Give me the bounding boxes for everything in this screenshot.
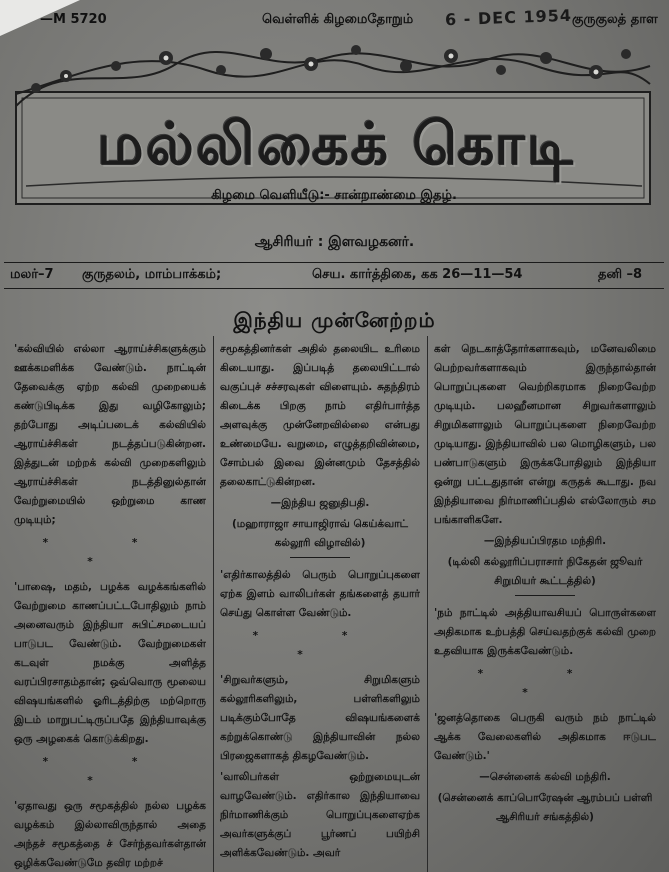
newspaper-title: மல்லிகைக் கொடி [97, 110, 575, 178]
separator-stars: * * * [42, 756, 178, 787]
location-label: குருதலம், மாம்பாக்கம்; [82, 267, 222, 282]
paragraph: சமூகத்தினர்கள் அதில் தலையிட உரிமை கிடையாது. இப்படித் தலையிட்டால் வகுப்புச் சச்சரவுகள் விளையும். சுதந்திரம் கிடைக்க பிறகு நாம் எதிர்பார்த்த அளவுக்கு முன்னேறவில்லை என்பது உண்மையே. வறுமை, எழுத்தறிவின்மை, சோம்பல் இவை இன்னமும் தேசத்தில் தலைகாட்டுகின்றன. [220, 343, 420, 488]
rule-top [4, 262, 664, 263]
attribution-venue: (டில்லி கல்லூரிப்பராசார் நிகேதன் ஜூவர் சிறுமியர் கூட்டத்தில்) [447, 556, 643, 587]
paragraph: 'பாஷை, மதம், பழக்க வழக்கங்களில் வேற்றுமை காணப்பட்டபோதிலும் நாம் அனைவரும் இந்தியா சுபிட்சமடையப் பாடுபட வேண்டும். வேற்றுமைகள் கடவுள் நமக்கு அளித்த வரப்பிரசாதம்தான்; ஒவ்வொரு மூலைய விஷயங்களில் ஓரிடத்திற்கு மற்றொரு இடம் மாறுபட்டிருப்பதே இந்தியாவுக்கு ஒரு அழகைக் கொடுக்கிறது. [14, 581, 206, 745]
article-headline: இந்திய முன்னேற்றம் [233, 308, 436, 332]
weekday-label: வெள்ளிக் கிழமைதோறும் [262, 12, 414, 27]
attribution-venue: (சென்னைக் காப்பொரேஷன் ஆரம்பப் பள்ளி ஆசிரியர் சங்கத்தில்) [437, 792, 653, 823]
paragraph: 'ஏதாவது ஒரு சமூகத்தில் நல்ல பழக்க வழக்கம் இல்லாவிருந்தால் அதை அந்தச் சமூகத்தை ச் சேர்ந்தவர்கள்தான் ஒழிக்கவேண்டுமே தவிர மற்றச் [14, 800, 206, 869]
paragraph: கள் நெடகாத்தோர்களாகவும், மனேவலிமை பெற்றவர்களாகவும் இருந்தால்தான் பொறுப்புகளை வெற்றிகரமாக நிறைவேற்ற முடியும். பலஹீனமான சிறுவர்களாலும் சிறுமிகளாலும் பொறுப்புகளை நிறைவேற்ற முடியாது. இந்தியாவில் பல மொழிகளும், பல பண்பாடுகளும் இருக்கபோதிலும் இந்தியா ஒன்று பட்டதுதான் என்று கருதக் கூடாது. நவ இந்தியாவை நிர்மாணிப்பதில் எல்லோரும் சம பங்காளிகளே. [434, 343, 656, 526]
column-divider [213, 336, 214, 872]
issue-bar [0, 264, 669, 286]
short-divider [515, 595, 575, 596]
article-column-1 [14, 340, 206, 872]
date-stamp: 6 - DEC 1954 [444, 5, 573, 30]
paragraph: 'வாலிபர்கள் ஒற்றுமையுடன் வாழவேண்டும். எதிர்கால இந்தியாவை நிர்மாணிக்கும் பொறுப்புகளைஏற்க அவர்களுக்குப் பூர்ணப் பயிற்சி அளிக்கவேண்டும். அவர் [220, 771, 420, 859]
paragraph: 'கல்வியில் எல்லா ஆராய்ச்சிகளுக்கும் ஊக்கமளிக்க வேண்டும். நாட்டின் தேவைக்கு ஏற்ற கல்வி முறையைக் கண்டுபிடிக்க இது வழிகோலும்; தற்போது அடிப்படைக் கல்வியில் ஆராய்ச்சிகள் நடத்தப்படுகின்றன. இத்துடன் மற்றக் கல்வி முறைகளிலும் ஆராய்ச்சிகள் நடத்தினுல்தான் வேற்றுமையில் ஒற்றுமை காண முடியும்; [14, 343, 206, 526]
attribution: —இந்தியப்பிரதம மந்திரி. [483, 535, 607, 547]
paragraph: 'எதிர்காலத்தில் பெரும் பொறுப்புகளை ஏற்க இளம் வாலிபர்கள் தங்களைத் தயார் செய்து கொள்ள வேண்டும். [220, 569, 420, 619]
separator-stars: * * * [252, 630, 388, 661]
column-divider [427, 336, 428, 872]
separator-stars: * * * [42, 537, 178, 568]
masthead-subtitle: கிழமை வெளியீடு:- சான்றாண்மை இதழ். [211, 188, 457, 203]
rule-bottom [4, 288, 664, 289]
attribution: —சென்னைக் கல்வி மந்திரி. [479, 771, 611, 783]
paragraph: 'நம் நாட்டில் அத்தியாவசியப் பொருள்களை அதிகமாக உற்பத்தி செய்வதற்குக் கல்வி முறை உதவியாக இருக்கவேண்டும். [434, 607, 656, 657]
article-column-3 [434, 340, 656, 872]
issue-number: தனி –8 [598, 267, 643, 282]
place-label: குருகுலத் தாள [572, 12, 658, 27]
paragraph: 'சிறுவர்களும், சிறுமிகளும் கல்லூரிகளிலும், பள்ளிகளிலும் படிக்கும்போதே விஷயங்களைக் கற்றுக்கொண்டு இந்தியாவின் நல்ல பிரஜைகளாகத் திகழவேண்டும். [220, 674, 420, 762]
attribution: —இந்திய ஜனுதிபதி. [270, 497, 370, 509]
editor-line: ஆசிரியர் : இளவழகனர். [254, 234, 415, 250]
issue-date: செய. கார்த்திகை, கக 26—11—54 [312, 267, 523, 282]
attribution-venue: (மஹாராஜா சாயாஜிராவ் கெய்க்வாட் கல்லூரி விழாவில்) [232, 518, 408, 549]
separator-stars: * * * [477, 668, 613, 699]
short-divider [290, 557, 350, 558]
masthead [6, 36, 662, 222]
registration-number: —M 5720 [40, 12, 107, 27]
volume-label: மலர்–7 [10, 267, 54, 282]
paragraph: 'ஜனத்தொகை பெருகி வரும் நம் நாட்டில் ஆக்க வேலைகளில் அதிகமாக ஈடுபட வேண்டும்.' [434, 712, 656, 762]
article-column-2 [220, 340, 420, 872]
